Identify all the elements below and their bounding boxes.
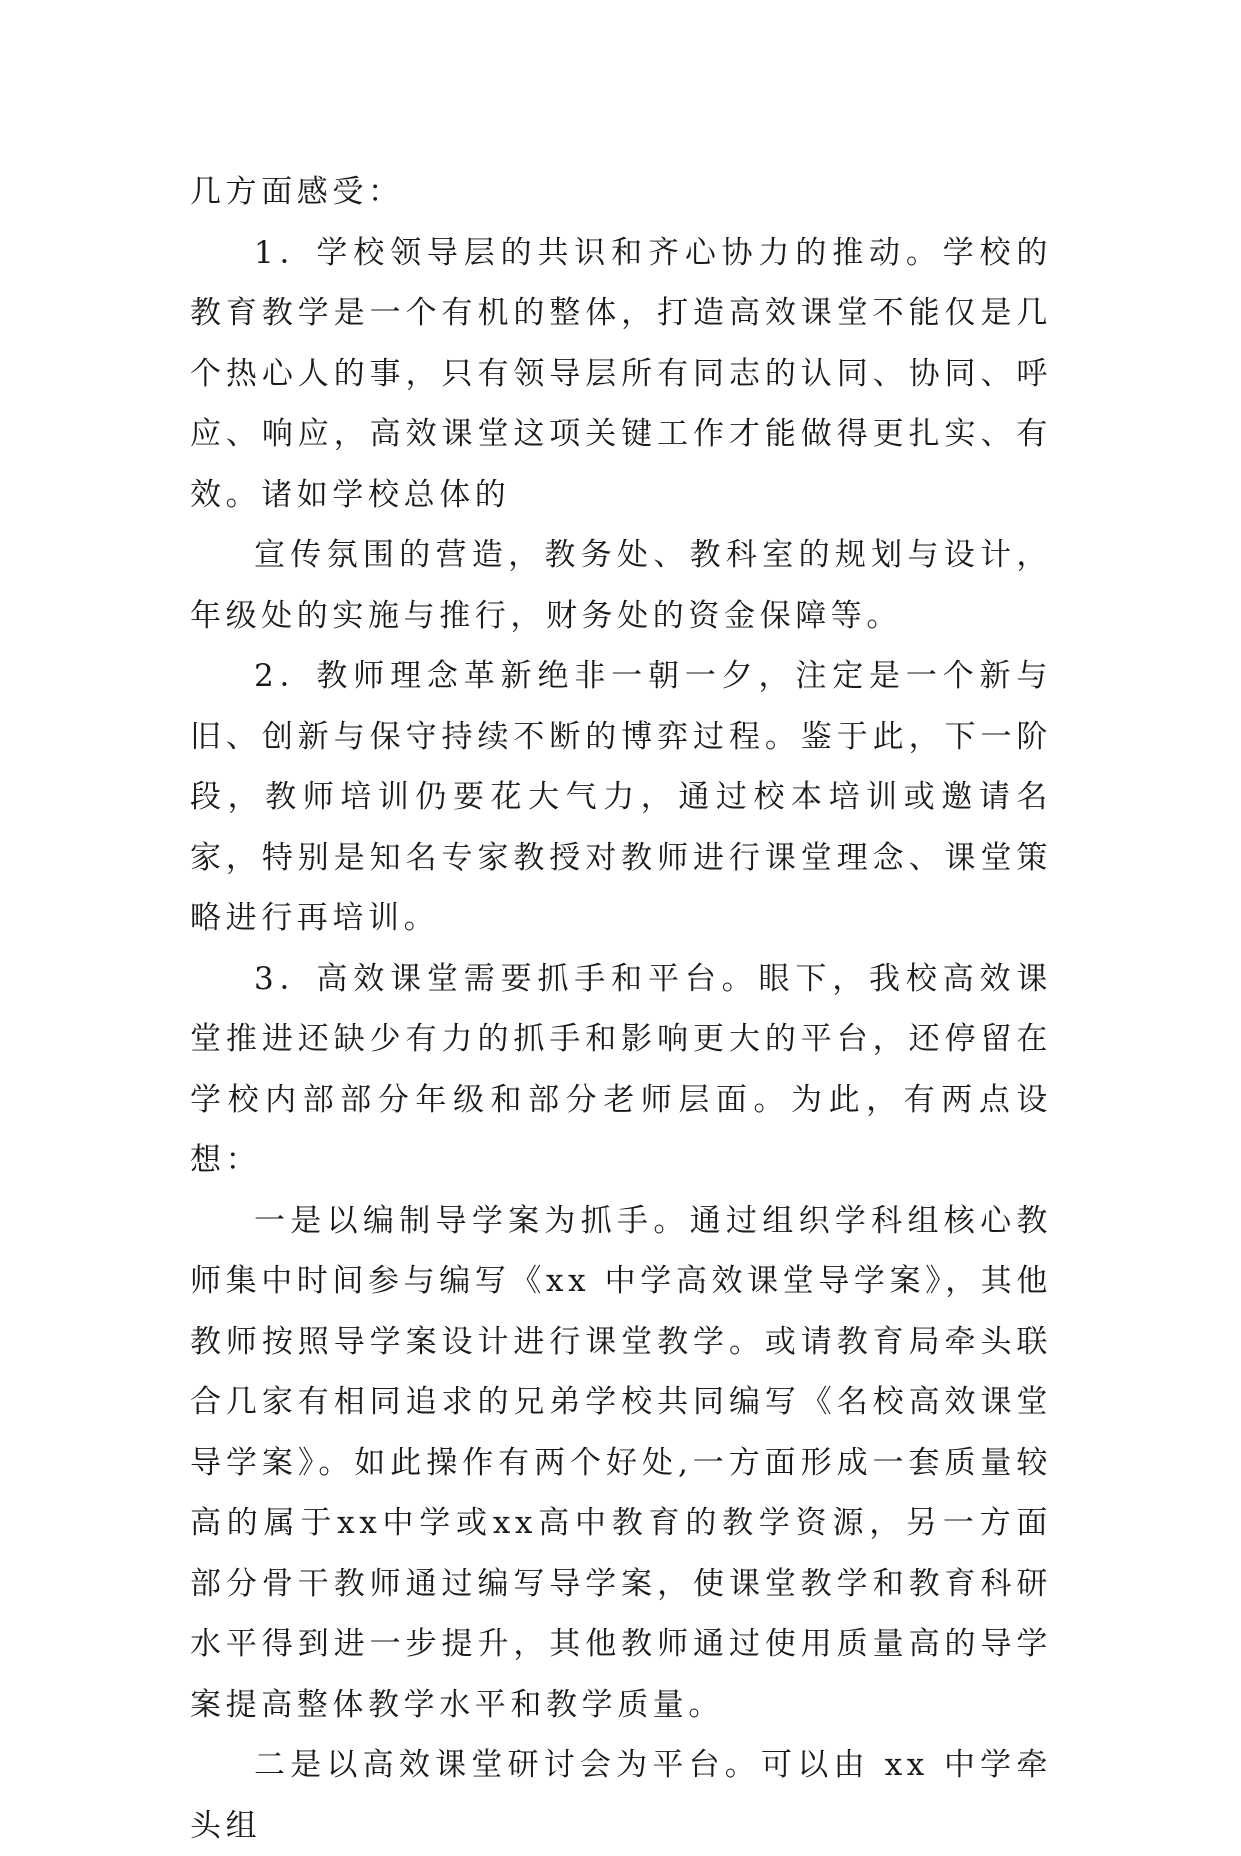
paragraph-idea-1: 一是以编制导学案为抓手。通过组织学科组核心教师集中时间参与编写《xx 中学高效课堂导学案》，其他教师按照导学案设计进行课堂教学。或请教育局牵头联合几家有相同追求的兄弟学校共同编写《名校高效课堂导学案》。如此操作有两个好处,一方面形成一套质量较高的属于xx中学或xx高中教育的教学资源，另一方面部分骨干教师通过编写导学案，使课堂教学和教育科研水平得到进一步提升，其他教师通过使用质量高的导学案提高整体教学水平和教学质量。 xyxy=(190,1202,1052,1723)
paragraph-intro: 几方面感受： xyxy=(190,174,404,210)
paragraph-point-3: 3．高效课堂需要抓手和平台。眼下，我校高效课堂推进还缺少有力的抓手和影响更大的平台，还停留在学校内部部分年级和部分老师层面。为此，有两点设想： xyxy=(190,960,1052,1178)
paragraph-idea-2: 二是以高效课堂研讨会为平台。可以由 xx 中学牵头组 xyxy=(190,1747,1052,1844)
paragraph-point-1: 1．学校领导层的共识和齐心协力的推动。学校的教育教学是一个有机的整体，打造高效课堂不能仅是几个热心人的事，只有领导层所有同志的认同、协同、呼应、响应，高效课堂这项关键工作才能做得更扎实、有效。诸如学校总体的 xyxy=(190,234,1052,513)
paragraph-point-1-continued: 宣传氛围的营造，教务处、教科室的规划与设计，年级处的实施与推行，财务处的资金保障等。 xyxy=(190,537,1052,634)
paragraph-point-2: 2．教师理念革新绝非一朝一夕，注定是一个新与旧、创新与保守持续不断的博弈过程。鉴于此，下一阶段，教师培训仍要花大气力，通过校本培训或邀请名家，特别是知名专家教授对教师进行课堂理念、课堂策略进行再培训。 xyxy=(190,658,1052,936)
document-body xyxy=(190,162,1052,1856)
